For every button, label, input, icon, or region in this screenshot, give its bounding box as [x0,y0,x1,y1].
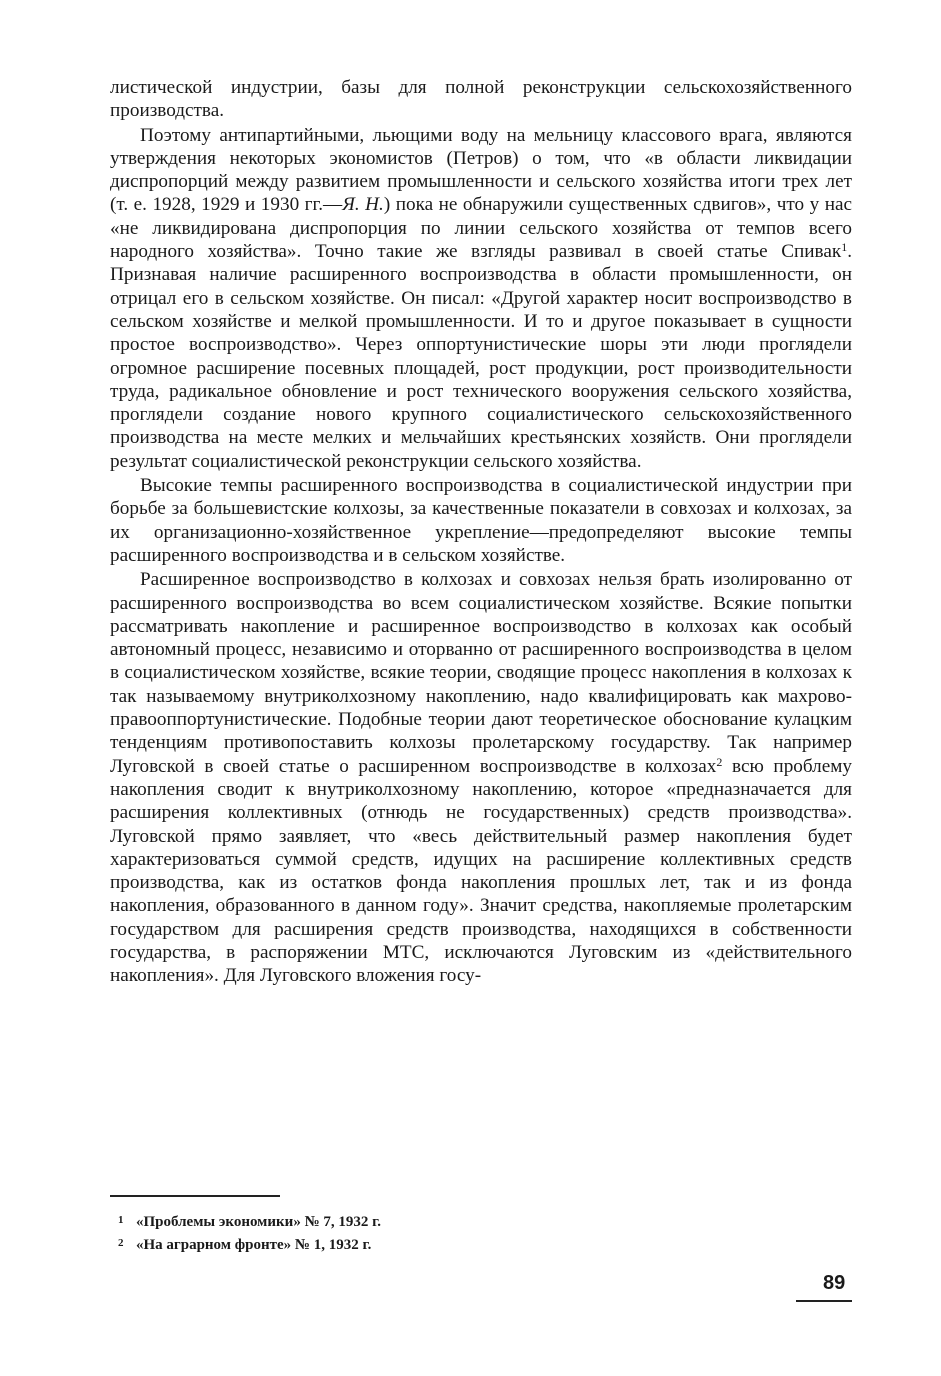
footnote-ref-2: 2 [716,754,723,769]
body-text [110,76,852,988]
page-number-underline [796,1300,852,1302]
footnote-ref-1: 1 [841,240,848,255]
paragraph-4-part-b: всю проблему накопления сводит к внутриколхозному накоплению, которое «предназначается для расширения коллективных (отнюдь не государственных) средств производства». Луговской прямо заявляет, что «весь действительный размер накопления будет характеризоваться суммой средств, идущих на расширение коллективных средств производства, как из остатков фонда накопления прошлых лет, так и из фонда накопления, образованного в данном году». Значит средства, накопляемые пролетарским государством для расширения средств производства, находящихся в собственности государства, в распоряжении МТС, исключаются Луговским из «действительного накопления». Для Луговского вложения госу- [110,755,852,987]
footnotes [118,1210,718,1256]
paragraph-2-part-a: Поэтому антипартийными, льющими воду на мельницу классового врага, являются утверждения некоторых экономистов (Петров) о том, что «в области ликвидации диспропорций между развитием промышленности и сельского хозяйства итоги трех лет (т. е. 1928, 1929 и 1930 гг.— [110,124,852,216]
page-number: 89 [823,1272,846,1294]
footnote-2 [118,1233,718,1256]
author-initials: Я. Н. [342,194,384,216]
footnote-1 [118,1210,718,1233]
paragraph-1: листической индустрии, базы для полной реконструкции сельскохозяйственного производства. [110,77,852,122]
footnote-2-text: «На аграрном фронте» № 1, 1932 г. [136,1237,372,1253]
footnote-1-number: 1 [118,1214,124,1226]
footnote-divider [110,1195,280,1197]
paragraph-4 [110,568,852,987]
paragraph-2-part-c: . Признавая наличие расширенного воспроизводства в области промышленности, он отрицал его в сельском хозяйстве. Он писал: «Другой характер носит воспроизводство в сельском хозяйстве и мелкой промышленности. И то и другое показывает в сущности простое воспроизводство». Через оппортунистические шоры эти люди проглядели огромное расширение посевных площадей, рост продукции, рост производительности труда, радикальное обновление и рост технического вооружения сельского хозяйства, проглядели создание нового крупного социалистического сельскохозяйственного производства на месте мелких и мельчайших крестьянских хозяйств. Они проглядели результат социалистической реконструкции сельского хозяйства. [110,241,852,472]
footnote-1-text: «Проблемы экономики» № 7, 1932 г. [136,1214,382,1230]
paragraph-2-part-b: ) пока не обнаружили существенных сдвигов», что у нас «не ликвидирована диспропорция по линии сельского хозяйства от темпов всего народного хозяйства». Точно такие же взгляды развивал в своей статье Спивак [110,194,852,263]
paragraph-4-part-a: Расширенное воспроизводство в колхозах и совхозах нельзя брать изолированно от расширенного воспроизводства во всем социалистическом хозяйстве. Всякие попытки рассматривать накопление и расширенное воспроизводство в колхозах как особый автономный процесс, независимо и оторванно от расширенного воспроизводства в целом в социалистическом хозяйстве, всякие теории, сводящие процесс накопления в колхозах к так называемому внутриколхозному накоплению, надо квалифицировать как махрово-правооппортунистические. Подобные теории дают теоретическое обоснование кулацким тенденциям противопоставить колхозы пролетарскому государству. Так например Луговской в своей статье о расширенном воспроизводстве в колхозах [110,569,852,777]
paragraph-2 [110,124,852,473]
footnote-2-number: 2 [118,1237,124,1249]
paragraph-3: Высокие темпы расширенного воспроизводства в социалистической индустрии при борьбе за большевистские колхозы, за качественные показатели в совхозах и колхозах, за их организационно-хозяйственное укрепление—предопределяют высокие темпы расширенного воспроизводства и в сельском хозяйстве. [110,475,852,566]
